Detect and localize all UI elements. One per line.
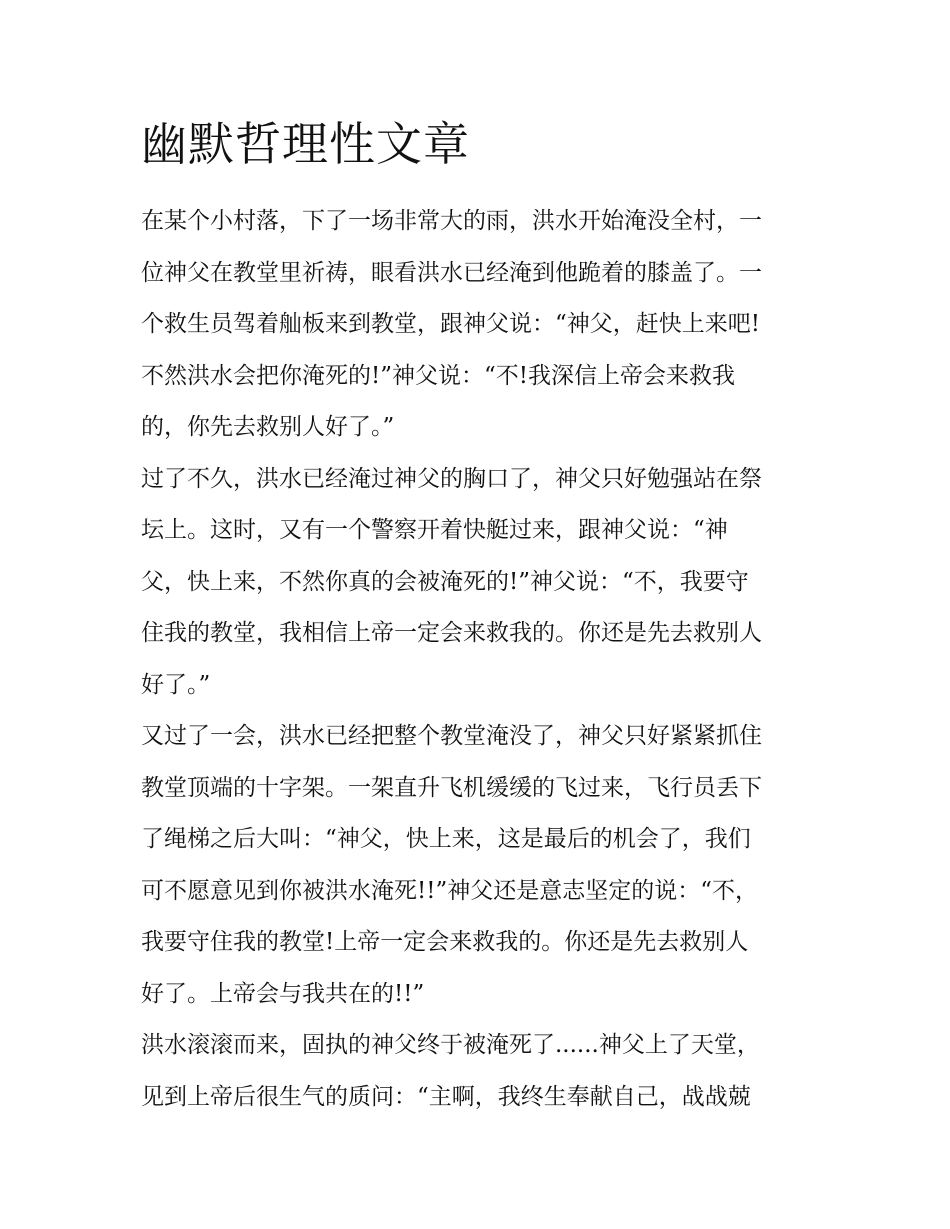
body-line-12: 教堂顶端的十字架。一架直升飞机缓缓的飞过来，飞行员丢下 [141, 774, 762, 801]
body-line-18: 见到上帝后很生气的质问：“主啊，我终生奉献自己，战战兢 [141, 1083, 751, 1110]
body-line-16: 好了。上帝会与我共在的!!” [141, 980, 425, 1007]
body-line-2: 位神父在教堂里祈祷，眼看洪水已经淹到他跪着的膝盖了。一 [141, 259, 762, 286]
body-line-4: 不然洪水会把你淹死的!”神父说：“不!我深信上帝会来救我 [141, 362, 736, 389]
body-line-1: 在某个小村落，下了一场非常大的雨，洪水开始淹没全村，一 [141, 208, 762, 234]
document-title: 幽默哲理性文章 [141, 117, 470, 171]
body-line-3: 个救生员驾着舢板来到教堂，跟神父说：“神父，赶快上来吧! [141, 311, 761, 337]
document-body [141, 196, 821, 1123]
body-line-5: 的，你先去救别人好了。” [141, 414, 395, 440]
body-line-11: 又过了一会，洪水已经把整个教堂淹没了，神父只好紧紧抓住 [141, 723, 762, 749]
body-line-8: 父，快上来，不然你真的会被淹死的!”神父说：“不，我要守 [141, 568, 749, 595]
body-line-13: 了绳梯之后大叫：“神父，快上来，这是最后的机会了，我们 [141, 826, 751, 852]
body-line-10: 好了。” [141, 671, 211, 698]
body-line-15: 我要守住我的教堂!上帝一定会来救我的。你还是先去救别人 [141, 929, 749, 955]
body-line-7: 坛上。这时，又有一个警察开着快艇过来，跟神父说：“神 [141, 517, 728, 543]
body-line-9: 住我的教堂，我相信上帝一定会来救我的。你还是先去救别人 [141, 620, 762, 646]
body-line-6: 过了不久，洪水已经淹过神父的胸口了，神父只好勉强站在祭 [141, 465, 762, 492]
body-line-17: 洪水滚滚而来，固执的神父终于被淹死了......神父上了天堂， [141, 1032, 760, 1058]
body-line-14: 可不愿意见到你被洪水淹死!!”神父还是意志坚定的说：“不， [141, 877, 759, 904]
